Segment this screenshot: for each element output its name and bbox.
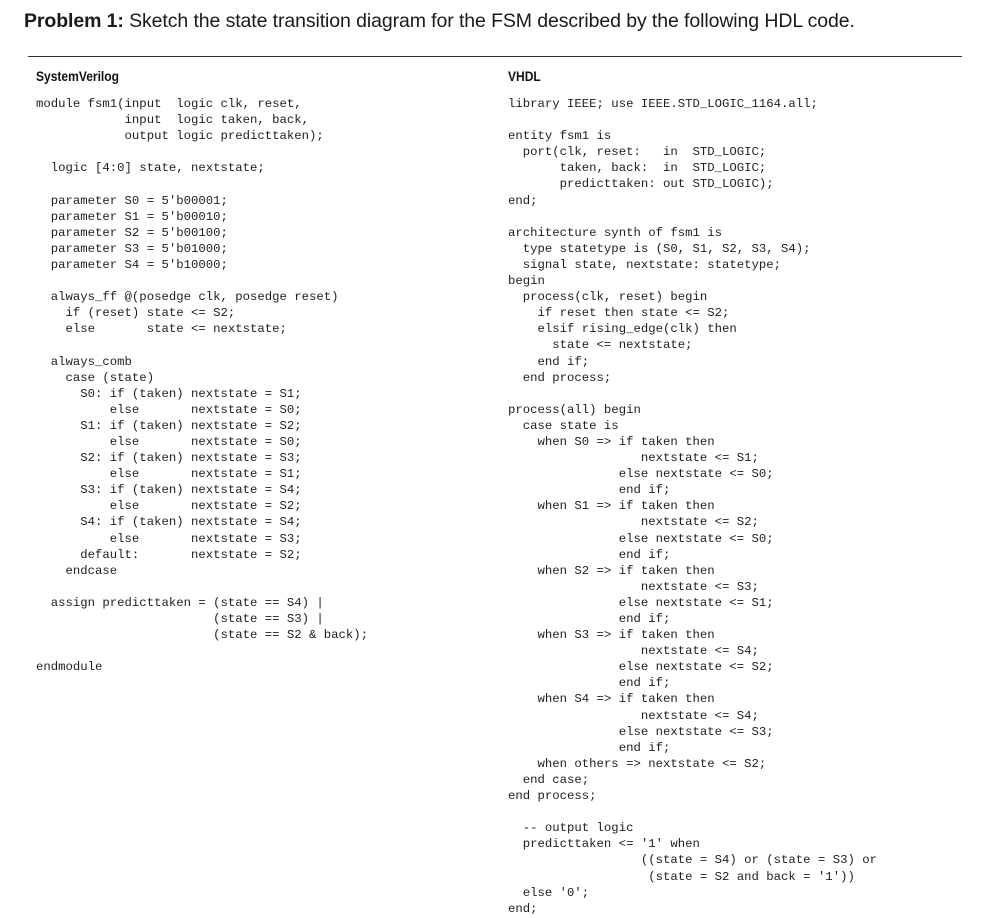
systemverilog-heading: SystemVerilog [36,68,119,84]
vhdl-code-listing: library IEEE; use IEEE.STD_LOGIC_1164.all; entity fsm1 is port(clk, reset: in STD_LOGIC; taken, back: in STD_LOGIC; predicttaken: out STD_LOGIC); end; architecture synth of fsm1 is type statetype is (S0, S1, S2, S3, S4); signal state, nextstate: statetype; begin process(clk, reset) begin if reset then state <= S2; elsif rising_edge(clk) then state <= nextstate; end if; end process; process(all) begin case state is when S0 => if taken then nextstate <= S1; else nextstate <= S0; end if; when S1 => if taken then nextstate <= S2; else nextstate <= S0; end if; when S2 => if taken then nextstate <= S3; else nextstate <= S1; end if; when S3 => if taken then nextstate <= S4; else nextstate <= S2; end if; when S4 => if taken then nextstate <= S4; else nextstate <= S3; end if; when others => nextstate <= S2; end case; end process; -- output logic predicttaken <= '1' when ((state = S4) or (state = S3) or (state = S2 and back = '1')) else '0'; end; [508,97,877,916]
header-divider [28,56,962,57]
problem-label: Problem 1: [24,10,124,32]
problem-statement [24,10,855,33]
problem-text: Sketch the state transition diagram for the FSM described by the following HDL code. [129,10,855,32]
vhdl-heading: VHDL [508,68,541,84]
systemverilog-code-listing: module fsm1(input logic clk, reset, input logic taken, back, output logic predicttaken); logic [4:0] state, nextstate; parameter S0 = 5'b00001; parameter S1 = 5'b00010; parameter S2 = 5'b00100; parameter S3 = 5'b01000; parameter S4 = 5'b10000; always_ff @(posedge clk, posedge reset) if (reset) state <= S2; else state <= nextstate; always_comb case (state) S0: if (taken) nextstate = S1; else nextstate = S0; S1: if (taken) nextstate = S2; else nextstate = S0; S2: if (taken) nextstate = S3; else nextstate = S1; S3: if (taken) nextstate = S4; else nextstate = S2; S4: if (taken) nextstate = S4; else nextstate = S3; default: nextstate = S2; endcase assign predicttaken = (state == S4) | (state == S3) | (state == S2 & back); endmodule [36,97,369,675]
